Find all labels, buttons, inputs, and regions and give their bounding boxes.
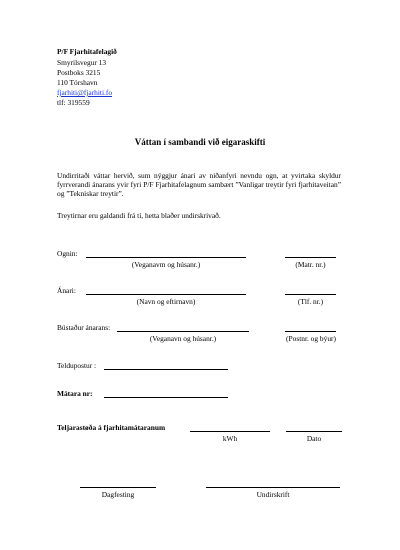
ogn-matr-line[interactable] <box>285 257 336 258</box>
signing-date-label: Dagfesting <box>101 490 135 499</box>
meter-reading-label: Teljarastøða á fjarhitamátaranum <box>57 423 166 432</box>
bustadur-postal-line[interactable] <box>285 331 336 332</box>
sender-city: 110 Tórshavn <box>57 78 98 87</box>
kwh-hint: kWh <box>222 434 238 443</box>
meter-number-label: Mátara nr: <box>57 389 93 398</box>
email-line[interactable] <box>104 369 228 370</box>
ogn-label: Ognin: <box>57 249 78 258</box>
sender-phone: tlf: 319559 <box>57 98 90 107</box>
document-title: Váttan í sambandi við eigaraskifti <box>134 137 266 147</box>
sender-company: P/F Fjarhitafelagið <box>57 47 117 56</box>
signature-label: Undirskrift <box>256 490 290 499</box>
sender-pobox: Postboks 3215 <box>57 68 101 77</box>
anari-phone-line[interactable] <box>285 294 336 295</box>
signature-line[interactable] <box>206 487 340 488</box>
ogn-address-line[interactable] <box>86 257 246 258</box>
anari-phone-hint: (Tlf. nr.) <box>297 297 324 306</box>
validity-text: Treytirnar eru galdandi frá tí, hetta blaðer undirskrivað. <box>57 211 221 220</box>
meter-reading-kwh-line[interactable] <box>190 431 270 432</box>
meter-reading-date-line[interactable] <box>286 431 342 432</box>
meter-number-line[interactable] <box>104 397 228 398</box>
bustadur-address-line[interactable] <box>117 331 249 332</box>
date-hint: Dato <box>306 434 322 443</box>
bustadur-postal-hint: (Postnr. og býur) <box>286 334 336 343</box>
anari-label: Ánari: <box>57 286 76 295</box>
anari-name-line[interactable] <box>86 294 246 295</box>
email-label: Teldupostur : <box>57 361 97 370</box>
ogn-matr-hint: (Matr. nr.) <box>295 260 326 269</box>
bustadur-label: Bústaður ánarans: <box>57 323 111 332</box>
anari-name-hint: (Navn og eftirnavn) <box>136 297 196 306</box>
sender-email-link[interactable]: fjarhiti@fjarhiti.fo <box>57 88 113 97</box>
bustadur-address-hint: (Veganavn og húsanr.) <box>149 334 217 343</box>
signing-date-line[interactable] <box>80 487 156 488</box>
intro-paragraph: Undirritaði váttar hervið, sum nýggjur ánari av niðanfyri nevndu ogn, at yvirtaka skyldur fyrrverandi ánarans yvir fyri P/F Fjarhitafelagnum sambært ”Vanligar treytir fyri fjarhitaveitan” og ”Tekniskar treytir”. <box>57 171 341 198</box>
ogn-address-hint: (Veganavm og húsanr.) <box>131 260 201 269</box>
sender-street: Smyrilsvegur 13 <box>57 58 107 67</box>
